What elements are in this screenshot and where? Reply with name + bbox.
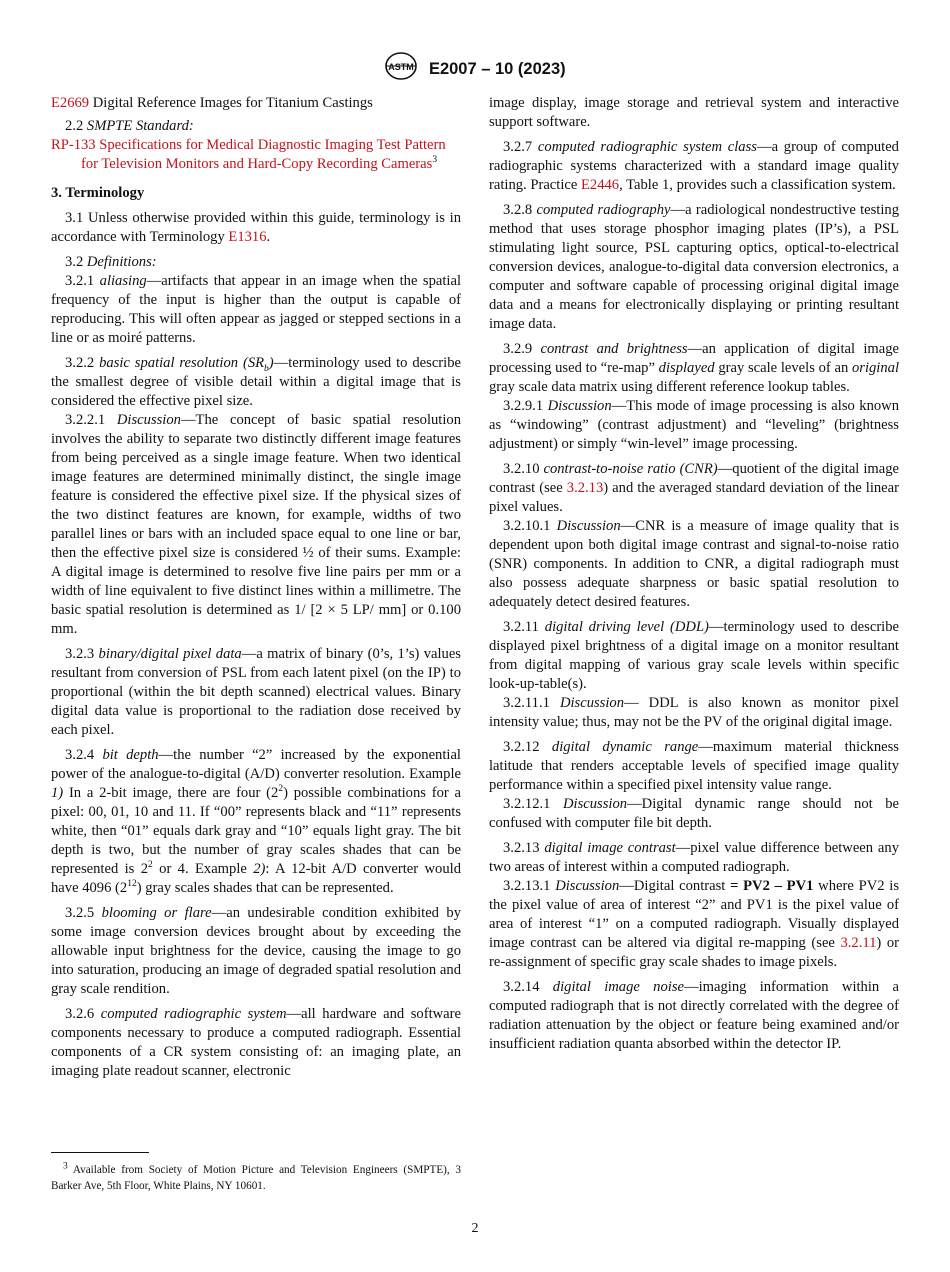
para-3-2-3: 3.2.3 binary/digital pixel data—a matrix of binary (0’s, 1’s) values resultant from conversion of PSL from each latent pixel (on the IP) to proportional (within the bit depth scanned) electrical values. Binary digital data value is proportional to the radiation dose received by each pixel.: [51, 646, 461, 738]
ref-e1316-link[interactable]: E1316: [228, 229, 267, 245]
para-3-2-11: 3.2.11 digital driving level (DDL)—terminology used to describe displayed pixel brightness of a digital image on a monitor resultant from digital mapping of various gray scale levels within specific look-up-table(s).: [489, 619, 900, 692]
ref-rp133: RP-133 Specifications for Medical Diagnostic Imaging Test Pattern for Television Monitors and Hard-Copy Recording Cameras$^3$: [51, 137, 446, 172]
para-3-2-10: 3.2.10 contrast-to-noise ratio (CNR)—quotient of the digital image contrast (see 3.2.13) and the averaged standard deviation of the linear pixel values.: [489, 461, 899, 515]
para-3-2-2-1: 3.2.2.1 Discussion—The concept of basic spatial resolution involves the ability to separate two distinctly different image features from being perceived as a single image feature. When two identical image features are determined minimally distinct, the single image feature is considered the effective pixel size. If the physical sizes of the two distinct features are known, for example, widths of two parallel lines or bars with an included space equal to one line or bar, then the effective pixel size is considered ½ of their sums. Example: A digital image is determined to resolve five line pairs per mm or a width of line equivalent to five distinct lines within a millimetre. The basic spatial resolution is determined as 1/ [2 × 5 LP/ mm] or 0.100 mm.: [51, 412, 461, 637]
para-3-2-12-1: 3.2.12.1 Discussion—Digital dynamic range should not be confused with computer file bit depth.: [489, 796, 900, 831]
para-3-2: 3.2 Definitions:: [65, 254, 157, 270]
footnote-divider: [51, 1152, 149, 1153]
footnote-3: $^3$ Available from Society of Motion Picture and Television Engineers (SMPTE), 3 Barker Ave, 5th Floor, White Plains, NY 10601.: [51, 1161, 461, 1192]
para-3-2-9: 3.2.9 contrast and brightness—an application of digital image processing used to “re-map” displayed gray scale levels of an original gray scale data matrix using different reference lookup tables.: [489, 341, 900, 395]
left-column: [51, 94, 461, 1087]
para-3-2-8: 3.2.8 computed radiography—a radiological nondestructive testing method that uses storage phosphor imaging plates (IP’s), a PSL stimulating light source, PSL capturing optics, optical-to-electrical conversion devices, analogue-to-digital data conversion electronics, a computer and software capable of processing original digital image data and a means for electronically displaying or printing resultant image data.: [489, 202, 900, 332]
para-3-2-6: 3.2.6 computed radiographic system—all hardware and software components necessary to produce a computed radiograph. Essential components of a CR system consisting of: an imaging plate, an imaging plate readout scanner, electronic: [51, 1006, 461, 1079]
smpte-heading: 2.2 SMPTE Standard:: [65, 118, 194, 134]
para-3-2-1: 3.2.1 aliasing—artifacts that appear in an image when the spatial frequency of the input is higher than the output is capable of reproducing. This will often appear as jagged or stepped sections in a line or as moiré patterns.: [51, 273, 461, 346]
right-column: [489, 94, 899, 1060]
para-3-2-11-1: 3.2.11.1 Discussion— DDL is also known as monitor pixel intensity value; thus, may not be the PV of the original digital image.: [489, 695, 899, 730]
page-header: [0, 51, 950, 87]
para-3-2-10-1: 3.2.10.1 Discussion—CNR is a measure of image quality that is dependent upon both digital image contrast and signal-to-noise ratio (SNR) components. In addition to CNR, a digital radiograph must also possess adequate sharpness or basic spatial resolution to adequately detect desired features.: [489, 518, 899, 610]
document-designation: E2007 – 10 (2023): [428, 60, 566, 78]
ref-3-2-13-link[interactable]: 3.2.13: [566, 480, 604, 496]
ref-rp133-link[interactable]: RP-133 Specifications for Medical Diagnostic Imaging Test Pattern for Television Monitors and Hard-Copy Recording Cameras: [51, 137, 446, 172]
ref-e2446-link[interactable]: E2446: [580, 177, 620, 193]
ref-e2669: E2669 Digital Reference Images for Titanium Castings: [51, 95, 373, 111]
para-3-2-2: 3.2.2 basic spatial resolution $(SR_b)—terminology$ used to describe the smallest degree of visible detail within a digital image that is considered the effective pixel size.: [51, 355, 461, 409]
ref-3-2-11-link[interactable]: 3.2.11: [840, 935, 877, 951]
para-3-2-6-continued: image display, image storage and retrieval system and interactive support software.: [489, 95, 899, 130]
para-3-2-12: 3.2.12 digital dynamic range—maximum material thickness latitude that renders acceptable levels of specified image quality performance within a specified pixel intensity value range.: [489, 739, 899, 793]
para-3-2-13: 3.2.13 digital image contrast—pixel value difference between any two areas of interest within a computed radiograph.: [489, 840, 899, 875]
astm-logo-icon: [384, 51, 418, 87]
para-3-2-4: 3.2.4 bit depth—the number “2” increased by the exponential power of the analogue-to-digital (A/D) converter resolution. Example 1) In a 2-bit image, there are four $(2^2)$ possible combinations for a pixel: 00, 01, 10 and 11. If “00” represents black and “11” represents white, then “01” equals dark gray and “10” equals light gray. The bit depth is two, but the number of gray scales shades that can be represented is $2^2$ or 4. Example 2): A 12-bit A/D converter would have 4096 $(2^{12})$ gray scales shades that can be represented.: [51, 747, 461, 896]
page-number: 2: [471, 1221, 479, 1236]
ref-e2669-link[interactable]: E2669: [51, 95, 90, 111]
para-3-2-5: 3.2.5 blooming or flare—an undesirable condition exhibited by some image conversion devices brought about by exceeding the allowable input brightness for the device, causing the image to go into saturation, producing an image of degraded spatial resolution and gray scale rendition.: [51, 905, 461, 997]
para-3-2-13-1: 3.2.13.1 Discussion—Digital contrast = PV2 – PV1 where PV2 is the pixel value of area of interest “2” and PV1 is the pixel value of area of interest “1” on a computed radiograph. Visually displayed image contrast can be altered via digital re-mapping (see 3.2.11) or re-assignment of specific gray scale shades to image pixels.: [489, 878, 900, 970]
para-3-2-14: 3.2.14 digital image noise—imaging information within a computed radiograph that is not directly correlated with the degree of radiation attenuation by the object or feature being examined and/or insufficient radiation quanta absorbed within the detector IP.: [489, 979, 899, 1052]
para-3-1: 3.1 Unless otherwise provided within this guide, terminology is in accordance with Terminology E1316.: [51, 210, 461, 245]
section-heading-terminology: 3. Terminology: [51, 185, 145, 201]
para-3-2-7: 3.2.7 computed radiographic system class—a group of computed radiographic systems characterized with a standard image quality rating. Practice E2446, Table 1, provides such a classification system.: [489, 139, 899, 193]
para-3-2-9-1: 3.2.9.1 Discussion—This mode of image processing is also known as “windowing” (contrast adjustment) and “leveling” (brightness adjustment) or simply “win-level” image processing.: [489, 398, 900, 452]
astm-logo-text: ASTM: [388, 62, 415, 72]
